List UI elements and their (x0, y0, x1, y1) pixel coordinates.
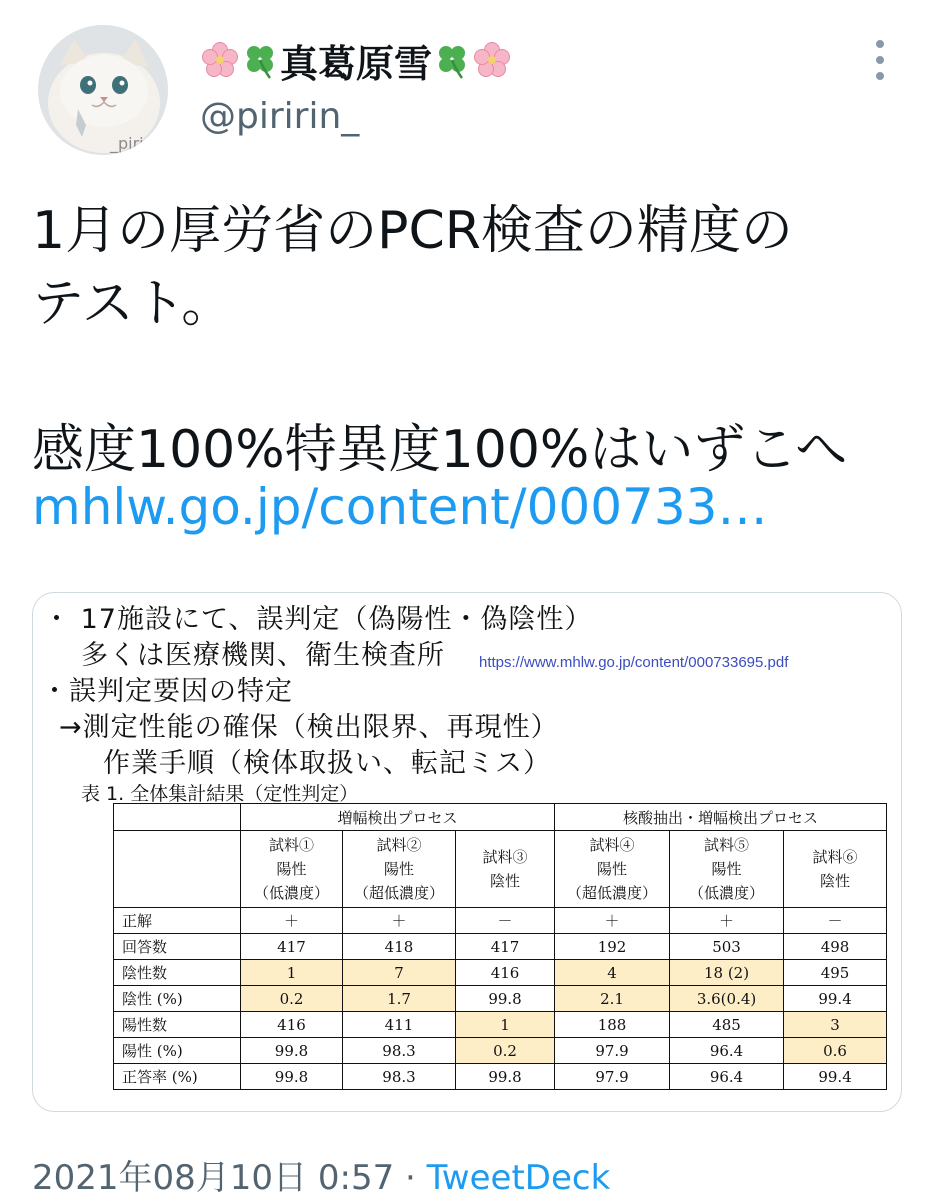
table-cell: ＋ (241, 908, 343, 934)
source-url: https://www.mhlw.go.jp/content/000733695.pdf (479, 654, 789, 671)
table-cell-highlighted: 1 (456, 1012, 555, 1038)
table-row (114, 1064, 887, 1090)
table-cell-highlighted: 4 (555, 960, 670, 986)
source-app-link[interactable]: TweetDeck (426, 1158, 611, 1198)
bullet-line: →測定性能の確保（検出限界、再現性） (59, 712, 559, 743)
tweet-link[interactable]: mhlw.go.jp/content/000733… (32, 478, 768, 536)
table-cell: 99.4 (784, 986, 887, 1012)
four-leaf-clover-icon (432, 40, 472, 80)
table-cell-highlighted: 3 (784, 1012, 887, 1038)
table-cell: 485 (670, 1012, 784, 1038)
table-cell: 98.3 (343, 1064, 456, 1090)
table-corner-cell (114, 831, 241, 908)
table-cell-highlighted: 0.2 (241, 986, 343, 1012)
table-row (114, 986, 887, 1012)
table-row (114, 1038, 887, 1064)
sample-header: 試料③ 陰性 (456, 831, 555, 908)
four-leaf-clover-icon (240, 40, 280, 80)
display-name-text: 真葛原雪 (280, 41, 433, 86)
table-cell-highlighted: 1 (241, 960, 343, 986)
svg-text:_pirin: _pirin (110, 134, 154, 153)
table-cell-highlighted: 0.2 (456, 1038, 555, 1064)
row-label: 正解 (114, 908, 241, 934)
sample-header-row (114, 831, 887, 908)
table-cell-highlighted: 18 (2) (670, 960, 784, 986)
table-cell: 495 (784, 960, 887, 986)
user-handle[interactable]: @piririn_ (200, 96, 360, 137)
table-cell: ＋ (555, 908, 670, 934)
table-cell: 417 (456, 934, 555, 960)
attached-image[interactable] (32, 592, 902, 1112)
table-cell: 192 (555, 934, 670, 960)
cherry-blossom-icon (472, 40, 512, 80)
table-cell: 99.8 (456, 986, 555, 1012)
display-name[interactable] (200, 30, 512, 90)
row-label: 陽性数 (114, 1012, 241, 1038)
group-header: 核酸抽出・増幅検出プロセス (555, 804, 887, 831)
table-cell: 418 (343, 934, 456, 960)
table-cell: － (784, 908, 887, 934)
bullet-line: ・誤判定要因の特定 (41, 676, 293, 707)
sample-header: 試料⑥ 陰性 (784, 831, 887, 908)
tweet-meta (32, 1150, 610, 1199)
bullet-line: 多くは医療機関、衛生検査所 (81, 640, 445, 671)
row-label: 正答率 (%) (114, 1064, 241, 1090)
sample-header: 試料② 陽性 （超低濃度） (343, 831, 456, 908)
table-cell-highlighted: 0.6 (784, 1038, 887, 1064)
tweet-text: 1月の厚労省のPCR検査の精度の テスト。 感度100%特異度100%はいずこへ (32, 201, 848, 480)
table-cell-highlighted: 1.7 (343, 986, 456, 1012)
table-cell: 99.4 (784, 1064, 887, 1090)
table-cell: 97.9 (555, 1038, 670, 1064)
bullet-line: 作業手順（検体取扱い、転記ミス） (103, 748, 551, 779)
table-cell: 98.3 (343, 1038, 456, 1064)
table-cell: 99.8 (241, 1064, 343, 1090)
sample-header: 試料⑤ 陽性 （低濃度） (670, 831, 784, 908)
table-cell: ＋ (343, 908, 456, 934)
results-table (113, 803, 887, 1090)
meta-separator: · (405, 1158, 416, 1198)
row-label: 回答数 (114, 934, 241, 960)
row-label: 陽性 (%) (114, 1038, 241, 1064)
table-row (114, 934, 887, 960)
table-row (114, 1012, 887, 1038)
table-row (114, 908, 887, 934)
table-cell-highlighted: 2.1 (555, 986, 670, 1012)
table-cell-highlighted: 3.6(0.4) (670, 986, 784, 1012)
table-cell: 416 (241, 1012, 343, 1038)
table-caption: 表 1. 全体集計結果（定性判定） (81, 783, 359, 805)
table-cell: 96.4 (670, 1038, 784, 1064)
table-header-row (114, 804, 887, 831)
table-row (114, 960, 887, 986)
cat-avatar-image (38, 25, 168, 155)
sample-header: 試料① 陽性 （低濃度） (241, 831, 343, 908)
table-cell: ＋ (670, 908, 784, 934)
table-cell: 97.9 (555, 1064, 670, 1090)
row-label: 陰性 (%) (114, 986, 241, 1012)
table-corner-cell (114, 804, 241, 831)
timestamp[interactable]: 2021年08月10日 0:57 (32, 1158, 395, 1198)
table-cell: 96.4 (670, 1064, 784, 1090)
table-cell: － (456, 908, 555, 934)
more-options-icon[interactable] (866, 40, 894, 80)
table-cell: 503 (670, 934, 784, 960)
sample-header: 試料④ 陽性 （超低濃度） (555, 831, 670, 908)
bullet-line: ・ 17施設にて、誤判定（偽陽性・偽陰性） (43, 604, 593, 635)
table-cell: 417 (241, 934, 343, 960)
document-slide (33, 593, 901, 1111)
table-cell: 411 (343, 1012, 456, 1038)
table-cell-highlighted: 7 (343, 960, 456, 986)
group-header: 増幅検出プロセス (241, 804, 555, 831)
row-label: 陰性数 (114, 960, 241, 986)
table-cell: 99.8 (241, 1038, 343, 1064)
table-cell: 416 (456, 960, 555, 986)
cherry-blossom-icon (200, 40, 240, 80)
table-cell: 498 (784, 934, 887, 960)
avatar[interactable] (38, 25, 168, 155)
table-cell: 99.8 (456, 1064, 555, 1090)
table-cell: 188 (555, 1012, 670, 1038)
